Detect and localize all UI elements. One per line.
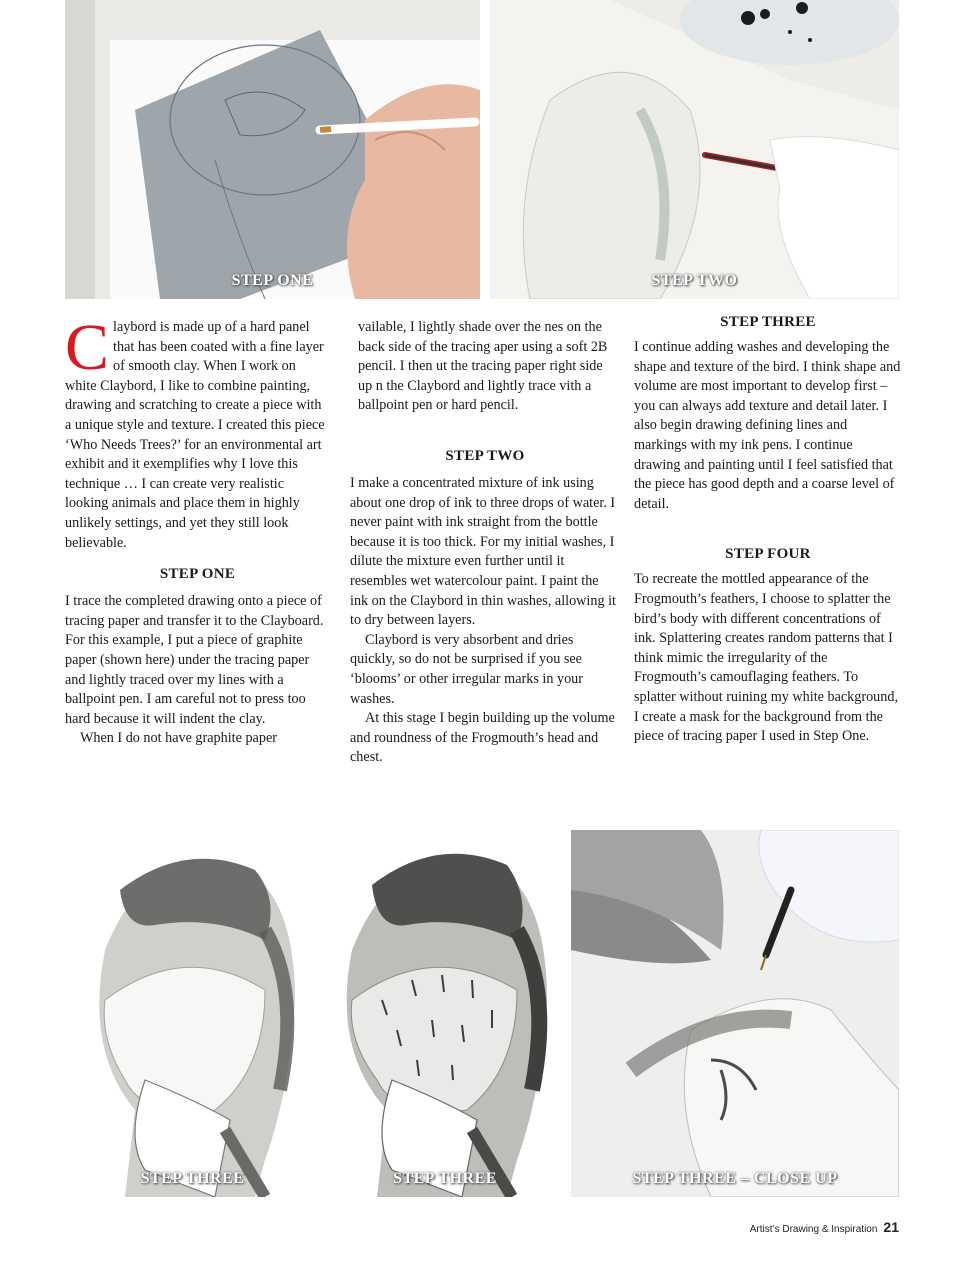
step-four-paragraph: To recreate the mottled appearance of the Frogmouth’s feathers, I choose to splatter the bird’s body with different concentrations of ink. Splattering creates random patterns that I think mimic the irregularity of the Frogmouth’s camouflaging feathers. To splatter without ruining my white background, I create a mask for the background from the piece of tracing paper I used in Step One.: [634, 571, 898, 745]
publication-name: Artist’s Drawing & Inspiration: [749, 1224, 878, 1235]
step-one-continued: vailable, I lightly shade over the nes on the back side of the tracing aper using a soft 2B pencil. I then ut the tracing paper right side up n the Claybord and lightly trace vith a ballpoint pen or hard pencil.: [358, 319, 608, 414]
column-3: [634, 312, 902, 747]
bottom-right-caption: STEP THREE – CLOSE UP: [632, 1170, 838, 1187]
page-number: 21: [883, 1219, 899, 1235]
bottom-middle-caption: STEP THREE: [393, 1170, 497, 1187]
step-three-photo-left: [65, 830, 320, 1197]
step-one-paragraph-2: When I do not have graphite paper: [80, 730, 277, 747]
step-one-photo: [65, 0, 480, 299]
bottom-left-caption: STEP THREE: [140, 1170, 245, 1187]
step-four-heading: STEP FOUR: [725, 546, 811, 563]
step-three-photo-middle: [322, 830, 568, 1197]
step-three-paragraph: I continue adding washes and developing the shape and texture of the bird. I think shape and volume are most important to develop first – you can always add texture and detail later. I also begin drawing defining lines and markings with my ink pens. I continue drawing and painting until I feel satisfied that the piece has good depth and a coarse level of detail.: [634, 339, 901, 512]
page-footer: [750, 1219, 899, 1235]
column-2: [350, 318, 620, 768]
intro-text: laybord is made up of a hard panel that has been coated with a fine layer of smooth clay. When I work on white Claybord, I like to combine painting, drawing and scratching to create a piece with a unique style and texture. I created this piece ‘Who Needs Trees?’ for an environmental art exhibit and it exemplifies why I love this technique … I can create very realistic looking animals and place them in highly unlikely settings, and yet they still look believable.: [65, 319, 325, 551]
step-one-paragraph-1: I trace the completed drawing onto a piece of tracing paper and transfer it to the Clayboard. For this example, I put a piece of graphite paper (shown here) under the tracing paper and lightly traced over my lines with a ballpoint pen. I am careful not to press too hard because it will indent the clay.: [65, 593, 324, 727]
column-1: [65, 311, 330, 749]
step-two-paragraph-2: Claybord is very absorbent and dries quickly, so do not be surprised if you see ‘blooms’ or other irregular marks in your washes.: [350, 631, 583, 707]
step-one-heading: STEP ONE: [159, 566, 236, 583]
drop-cap: C: [65, 311, 110, 384]
step-one-caption: STEP ONE: [231, 272, 314, 289]
step-two-heading: STEP TWO: [445, 447, 525, 464]
step-three-closeup-photo: [571, 830, 899, 1197]
step-two-photo: [490, 0, 899, 299]
step-two-caption: STEP TWO: [651, 272, 738, 289]
step-two-paragraph-1: I make a concentrated mixture of ink using about one drop of ink to three drops of water. I never paint with ink straight from the bottle because it is too thick. For my initial washes, I dilute the mixture even further until it resembles wet watercolour paint. I paint the ink on the Claybord in thin washes, allowing it to dry between layers.: [350, 474, 616, 629]
step-two-paragraph-3: At this stage I begin building up the volume and roundness of the Frogmouth’s head and chest.: [350, 710, 615, 766]
step-three-heading: STEP THREE: [720, 314, 816, 330]
intro-paragraph: [65, 311, 330, 553]
